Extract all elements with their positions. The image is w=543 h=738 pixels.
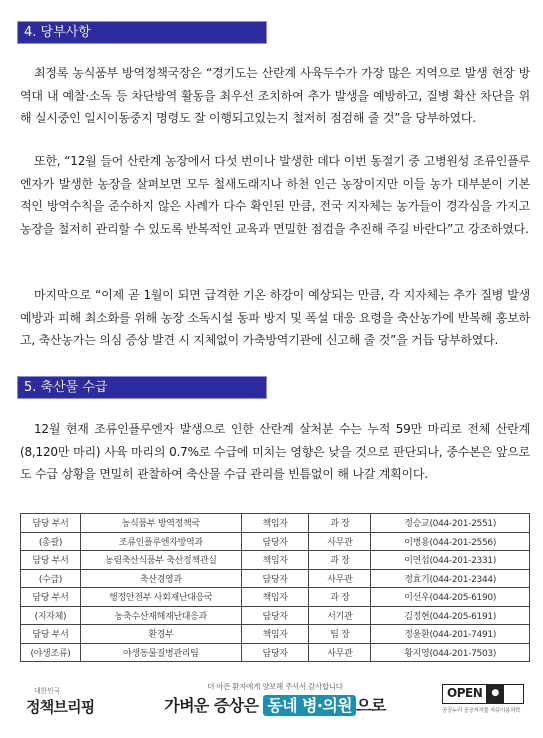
org-cell: 농림축산식품부 축산정책관실 <box>80 551 241 570</box>
role-cell: 담당자 <box>241 532 309 551</box>
table-row <box>21 606 530 625</box>
banner-highlight-text: 동네 병·의원 <box>263 695 356 716</box>
person-cell: 정효기(044-201-2344) <box>371 569 530 588</box>
dept-sub-cell: (총괄) <box>21 532 81 551</box>
table-row <box>21 551 530 570</box>
banner-bottom <box>128 695 422 717</box>
section-4-paragraph-1: 최정록 농식품부 방역정책국장은 “경기도는 산란계 사육두수가 가장 많은 지역으로 발생 현장 방역대 내 예찰·소독 등 차단방역 활동을 최우선 조치하여 추가 발생을 예방하고, 질병 확산 차단을 위해 실시중인 일시이동중지 명령도 잘 이행되고있는지 철저히 점검해 줄 것”을 당부하였다. <box>20 66 530 125</box>
banner-left-text: 가벼운 증상은 <box>164 696 259 715</box>
role-cell: 담당자 <box>241 569 309 588</box>
table-row <box>21 625 530 644</box>
dept-sub-cell: (야생조류) <box>21 643 81 662</box>
dept-cell: 담당 부서 <box>21 588 81 607</box>
person-cell: 정승교(044-201-2551) <box>371 514 530 533</box>
table-row <box>21 643 530 662</box>
banner-right-text: 으로 <box>356 696 386 715</box>
logo-main-text: 정책브리핑 <box>26 698 95 716</box>
section-5-paragraph-1: 12월 현재 조류인플루엔자 발생으로 인한 산란계 살처분 수는 누적 59만 마리로 전체 산란계(8,120만 마리) 사육 마리의 0.7%로 수급에 미치는 영향은 낮을 것으로 판단되나, 중수본은 앞으로도 수급 상황을 면밀히 관찰하여 축산물 수급 관리를 빈틈없이 해 나갈 계획이다. <box>20 422 530 481</box>
person-cell: 이선우(044-205-6190) <box>371 588 530 607</box>
dept-sub-cell: (수급) <box>21 569 81 588</box>
campaign-banner <box>128 681 422 715</box>
title-cell: 서기관 <box>309 606 371 625</box>
org-cell: 농축수산재해재난대응과 <box>80 606 241 625</box>
section-4-paragraph-2: 또한, “12월 들어 산란계 농장에서 다섯 번이나 발생한 데다 이번 동절기 중 고병원성 조류인플루엔자가 발생한 농장을 살펴보면 모두 철새도래지나 하천 인근 농장이지만 이들 농가 대부분이 기본적인 방역수칙을 준수하지 않은 사례가 다수 확인된 만큼, 전국 지자체는 농가들이 경각심을 가지고 농장을 철저히 관리할 수 있도록 반복적인 교육과 면밀한 점검을 추진해 주길 바란다”고 강조하였다. <box>20 154 530 236</box>
person-cell: 김정현(044-205-6191) <box>371 606 530 625</box>
org-cell: 조류인플루엔자방역과 <box>80 532 241 551</box>
role-cell: 담당자 <box>241 606 309 625</box>
dept-cell: 담당 부서 <box>21 625 81 644</box>
title-cell: 사무관 <box>309 532 371 551</box>
section-4-header: 4. 당부사항 <box>17 21 267 44</box>
title-cell: 사무관 <box>309 643 371 662</box>
banner-top-text: 더 아픈 환자에게 양보해 주셔서 감사합니다 <box>207 682 343 691</box>
org-cell: 행정안전부 사회재난대응국 <box>80 588 241 607</box>
role-cell: 책임자 <box>241 625 309 644</box>
open-text: OPEN <box>447 686 483 700</box>
org-cell: 축산경영과 <box>80 569 241 588</box>
title-cell: 과 장 <box>309 588 371 607</box>
dept-cell: 담당 부서 <box>21 514 81 533</box>
dept-sub-cell: (지자체) <box>21 606 81 625</box>
title-cell: 과 장 <box>309 551 371 570</box>
person-cell: 정윤환(044-201-7491) <box>371 625 530 644</box>
title-cell: 팀 장 <box>309 625 371 644</box>
table-row <box>21 569 530 588</box>
org-cell: 야생동물질병관리팀 <box>80 643 241 662</box>
open-sub-text: 공공누리 공공저작물 자유이용허락 <box>442 708 521 714</box>
role-cell: 담당자 <box>241 643 309 662</box>
table-row <box>21 588 530 607</box>
title-cell: 과 장 <box>309 514 371 533</box>
table-row <box>21 514 530 533</box>
org-cell: 농식품부 방역정책국 <box>80 514 241 533</box>
policy-briefing-logo <box>26 686 106 717</box>
person-cell: 이병용(044-201-2556) <box>371 532 530 551</box>
contacts-table <box>20 513 530 662</box>
open-box <box>442 684 524 704</box>
title-cell: 사무관 <box>309 569 371 588</box>
table-row <box>21 532 530 551</box>
logo-small-text: 대한민국 <box>34 687 61 695</box>
role-cell: 책임자 <box>241 588 309 607</box>
kogl-open-badge <box>442 684 524 714</box>
person-cell: 이연섭(044-201-2331) <box>371 551 530 570</box>
role-cell: 책임자 <box>241 551 309 570</box>
org-cell: 환경부 <box>80 625 241 644</box>
section-5-header: 5. 축산물 수급 <box>17 376 267 399</box>
role-cell: 책임자 <box>241 514 309 533</box>
person-icon: ● <box>486 685 504 703</box>
dept-cell: 담당 부서 <box>21 551 81 570</box>
section-4-paragraph-3: 마지막으로 “이제 곧 1월이 되면 급격한 기온 하강이 예상되는 만큼, 각 지자체는 추가 질병 발생 예방과 피해 최소화를 위해 농장 소독시설 동파 방지 및 폭설 대응 요령을 축산농가에 반복해 홍보하고, 축산농가는 의심 증상 발견 시 지체없이 가축방역기관에 신고해 줄 것”을 거듭 당부하였다. <box>20 288 530 347</box>
person-cell: 황지영(044-201-7503) <box>371 643 530 662</box>
footer <box>0 676 543 738</box>
